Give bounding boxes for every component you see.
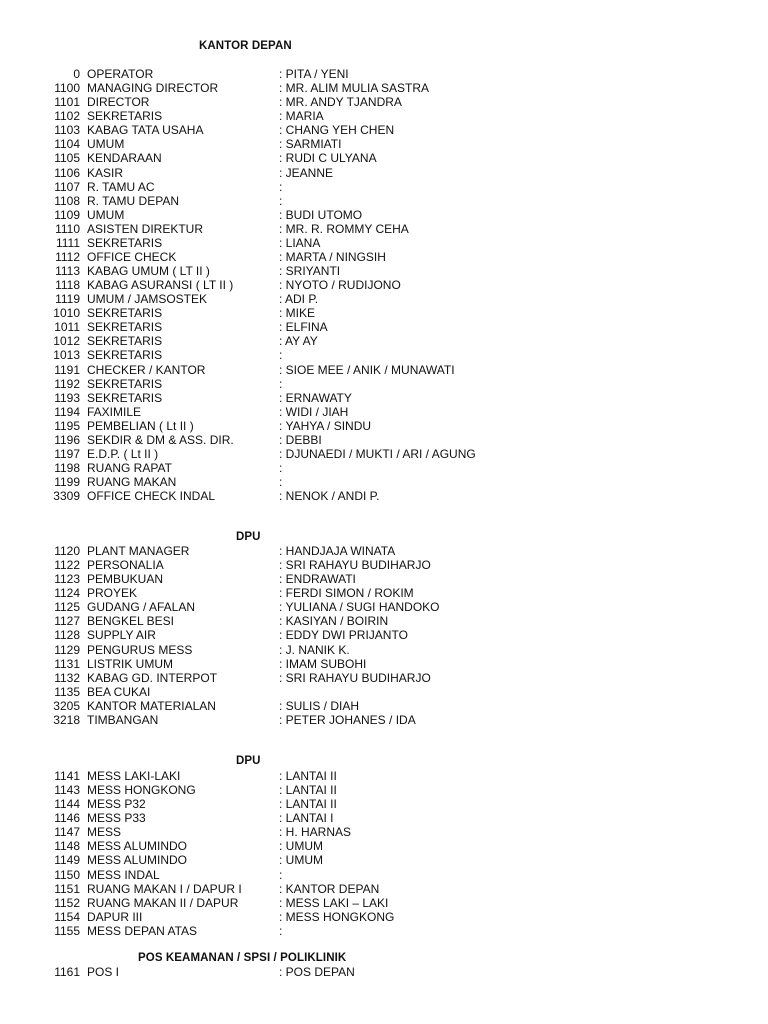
department-name: SEKRETARIS <box>87 376 163 391</box>
directory-row <box>0 657 768 671</box>
department-name: KENDARAAN <box>87 151 162 166</box>
directory-row <box>0 910 768 924</box>
extension-number: 1012 <box>53 334 80 349</box>
department-name: RUANG RAPAT <box>87 461 172 475</box>
directory-row <box>0 250 768 264</box>
department-name: MESS HONGKONG <box>87 783 196 798</box>
directory-row <box>0 151 768 165</box>
contact-persons: : J. NANIK K. <box>279 642 350 657</box>
directory-row <box>0 586 768 600</box>
contact-persons: : MIKE <box>279 306 316 321</box>
department-name: GUDANG / AFALAN <box>87 600 196 615</box>
extension-number: 1106 <box>54 165 80 180</box>
directory-row <box>0 671 768 685</box>
extension-number: 1151 <box>54 881 80 896</box>
extension-number: 1011 <box>54 320 80 335</box>
directory-row <box>0 391 768 405</box>
department-name: KABAG UMUM ( LT II ) <box>87 264 210 278</box>
contact-persons: : <box>279 923 283 938</box>
directory-row <box>0 783 768 797</box>
extension-number: 1118 <box>55 278 80 293</box>
directory-row <box>0 868 768 882</box>
department-name: OFFICE CHECK INDAL <box>87 489 216 504</box>
contact-persons: : LANTAI II <box>279 783 337 798</box>
extension-number: 1111 <box>55 235 80 250</box>
extension-number: 0 <box>73 67 80 81</box>
directory-row <box>0 853 768 867</box>
department-name: MESS DEPAN ATAS <box>87 923 198 938</box>
extension-number: 1141 <box>54 769 80 783</box>
extension-number: 1143 <box>54 783 80 798</box>
department-name: MESS LAKI-LAKI <box>87 769 181 783</box>
department-name: RUANG MAKAN I / DAPUR I <box>87 881 242 896</box>
contact-persons: : UMUM <box>279 853 323 868</box>
extension-number: 1155 <box>54 923 80 938</box>
extension-number: 1154 <box>54 909 80 924</box>
extension-number: 1125 <box>54 600 80 615</box>
directory-row <box>0 600 768 614</box>
contact-persons: : <box>279 348 283 363</box>
extension-number: 3205 <box>53 698 80 713</box>
contact-persons: : DJUNAEDI / MUKTI / ARI / AGUNG <box>279 446 476 461</box>
contact-persons: : NENOK / ANDI P. <box>279 489 380 504</box>
directory-row <box>0 489 768 503</box>
contact-persons: : MARTA / NINGSIH <box>279 249 386 264</box>
directory-row <box>0 896 768 910</box>
section-heading: POS KEAMANAN / SPSI / POLIKLINIK <box>138 952 347 964</box>
extension-number: 1122 <box>54 558 80 573</box>
directory-row <box>0 236 768 250</box>
extension-number: 1193 <box>54 390 80 405</box>
department-name: SEKRETARIS <box>87 235 163 250</box>
directory-row <box>0 643 768 657</box>
extension-number: 1010 <box>53 306 80 321</box>
contact-persons: : DEBBI <box>279 432 322 447</box>
contact-persons: : MR. ANDY TJANDRA <box>279 95 402 110</box>
contact-persons: : MR. R. ROMMY CEHA <box>279 221 409 236</box>
extension-number: 1112 <box>55 249 80 264</box>
department-name: E.D.P. ( Lt II ) <box>87 446 159 461</box>
department-name: PEMBELIAN ( Lt II ) <box>87 418 194 433</box>
department-name: SEKRETARIS <box>87 109 163 124</box>
extension-number: 1128 <box>54 628 80 643</box>
department-name: KABAG TATA USAHA <box>87 123 204 138</box>
extension-number: 1131 <box>54 656 80 671</box>
directory-row <box>0 447 768 461</box>
department-name: OPERATOR <box>87 67 154 81</box>
extension-number: 1104 <box>54 137 80 152</box>
contact-persons: : YULIANA / SUGI HANDOKO <box>279 600 440 615</box>
department-name: PLANT MANAGER <box>87 544 190 558</box>
department-name: SUPPLY AIR <box>87 628 156 643</box>
extension-number: 1192 <box>54 376 80 391</box>
department-name: UMUM <box>87 137 125 152</box>
directory-row <box>0 685 768 699</box>
contact-persons: : HANDJAJA WINATA <box>279 544 396 558</box>
directory-row <box>0 572 768 586</box>
directory-row <box>0 180 768 194</box>
department-name: DAPUR III <box>87 909 143 924</box>
extension-number: 1148 <box>54 839 80 854</box>
contact-persons: : ELFINA <box>279 320 328 335</box>
contact-persons: : <box>279 867 283 882</box>
directory-row <box>0 882 768 896</box>
extension-number: 1113 <box>55 264 80 278</box>
directory-row <box>0 222 768 236</box>
extension-number: 1194 <box>54 404 80 419</box>
contact-persons: : PETER JOHANES / IDA <box>279 712 416 727</box>
department-name: LISTRIK UMUM <box>87 656 174 671</box>
extension-number: 1149 <box>54 853 80 868</box>
directory-row <box>0 166 768 180</box>
extension-number: 1124 <box>54 586 80 601</box>
contact-persons: : <box>279 475 283 489</box>
extension-number: 1152 <box>54 895 80 910</box>
extension-number: 1107 <box>54 179 80 194</box>
directory-row <box>0 306 768 320</box>
section-heading: DPU <box>236 755 261 767</box>
directory-row <box>0 614 768 628</box>
contact-persons: : UMUM <box>279 839 323 854</box>
contact-persons: : <box>279 193 283 208</box>
extension-number: 1150 <box>54 867 80 882</box>
contact-persons: : CHANG YEH CHEN <box>279 123 395 138</box>
extension-number: 1110 <box>55 221 80 236</box>
extension-number: 1199 <box>54 475 80 489</box>
department-name: RUANG MAKAN <box>87 475 177 489</box>
contact-persons: : SRI RAHAYU BUDIHARJO <box>279 670 431 685</box>
department-name: PENGURUS MESS <box>87 642 193 657</box>
extension-number: 1198 <box>54 461 80 475</box>
department-name: SEKDIR & DM & ASS. DIR. <box>87 432 234 447</box>
extension-number: 1161 <box>54 965 80 979</box>
directory-row <box>0 558 768 572</box>
directory-row <box>0 208 768 222</box>
department-name: MESS ALUMINDO <box>87 853 188 868</box>
extension-number: 1101 <box>54 95 80 110</box>
department-name: KASIR <box>87 165 124 180</box>
contact-persons: : NYOTO / RUDIJONO <box>279 278 401 293</box>
extension-number: 1103 <box>54 123 80 138</box>
department-name: MESS P33 <box>87 811 146 826</box>
contact-persons: : MESS LAKI – LAKI <box>279 895 389 910</box>
contact-persons: : KANTOR DEPAN <box>279 881 380 896</box>
directory-row <box>0 264 768 278</box>
directory-row <box>0 278 768 292</box>
department-name: SEKRETARIS <box>87 390 163 405</box>
extension-number: 3309 <box>53 489 80 504</box>
department-name: PERSONALIA <box>87 558 164 573</box>
department-name: SEKRETARIS <box>87 320 163 335</box>
department-name: R. TAMU DEPAN <box>87 193 180 208</box>
contact-persons: : IMAM SUBOHI <box>279 656 367 671</box>
extension-number: 1191 <box>54 362 80 377</box>
extension-number: 1195 <box>54 418 80 433</box>
directory-row <box>0 194 768 208</box>
extension-number: 1105 <box>54 151 80 166</box>
contact-persons: : LANTAI II <box>279 797 337 812</box>
department-name: R. TAMU AC <box>87 179 155 194</box>
section-heading: DPU <box>236 531 261 543</box>
extension-number: 1119 <box>55 292 80 307</box>
contact-persons: : MR. ALIM MULIA SASTRA <box>279 81 430 96</box>
department-name: SEKRETARIS <box>87 334 163 349</box>
extension-number: 1196 <box>54 432 80 447</box>
directory-row <box>0 292 768 306</box>
extension-number: 1147 <box>54 825 80 840</box>
extension-number: 1013 <box>53 348 80 363</box>
contact-persons: : MESS HONGKONG <box>279 909 395 924</box>
department-name: UMUM / JAMSOSTEK <box>87 292 208 307</box>
extension-number: 1120 <box>54 544 80 558</box>
contact-persons: : JEANNE <box>279 165 334 180</box>
contact-persons: : LANTAI II <box>279 769 337 783</box>
contact-persons: : ERNAWATY <box>279 390 352 405</box>
directory-row <box>0 363 768 377</box>
extension-number: 1108 <box>54 193 80 208</box>
contact-persons: : <box>279 461 283 475</box>
contact-persons: : KASIYAN / BOIRIN <box>279 614 389 629</box>
contact-persons: : FERDI SIMON / ROKIM <box>279 586 414 601</box>
department-name: PEMBUKUAN <box>87 572 164 587</box>
directory-row <box>0 320 768 334</box>
directory-row <box>0 924 768 938</box>
department-name: MESS P32 <box>87 797 146 812</box>
directory-row <box>0 123 768 137</box>
extension-number: 1102 <box>54 109 80 124</box>
department-name: CHECKER / KANTOR <box>87 362 206 377</box>
extension-number: 1109 <box>54 207 80 222</box>
contact-persons: : SIOE MEE / ANIK / MUNAWATI <box>279 362 455 377</box>
directory-row <box>0 461 768 475</box>
extension-number: 1135 <box>54 684 80 699</box>
contact-persons: : SARMIATI <box>279 137 342 152</box>
department-name: MESS INDAL <box>87 867 160 882</box>
extension-number: 3218 <box>53 712 80 727</box>
extension-number: 1146 <box>54 811 80 826</box>
directory-row <box>0 797 768 811</box>
department-name: POS I <box>87 965 120 979</box>
contact-persons: : ENDRAWATI <box>279 572 356 587</box>
department-name: OFFICE CHECK <box>87 249 177 264</box>
directory-row <box>0 433 768 447</box>
contact-persons: : SRI RAHAYU BUDIHARJO <box>279 558 431 573</box>
department-name: PROYEK <box>87 586 138 601</box>
contact-persons: : LANTAI I <box>279 811 334 826</box>
extension-number: 1123 <box>54 572 80 587</box>
directory-row <box>0 544 768 558</box>
directory-row <box>0 334 768 348</box>
contact-persons: : BUDI UTOMO <box>279 207 363 222</box>
department-name: KABAG ASURANSI ( LT II ) <box>87 278 234 293</box>
directory-row <box>0 419 768 433</box>
directory-row <box>0 348 768 362</box>
directory-row <box>0 769 768 783</box>
contact-persons: : PITA / YENI <box>279 67 349 81</box>
contact-persons: : EDDY DWI PRIJANTO <box>279 628 408 643</box>
department-name: MANAGING DIRECTOR <box>87 81 219 96</box>
directory-row <box>0 811 768 825</box>
extension-number: 1129 <box>54 642 80 657</box>
contact-persons: : AY AY <box>279 334 318 349</box>
directory-row <box>0 825 768 839</box>
directory-row <box>0 405 768 419</box>
extension-number: 1100 <box>54 81 80 96</box>
department-name: MESS ALUMINDO <box>87 839 188 854</box>
department-name: KANTOR MATERIALAN <box>87 698 216 713</box>
contact-persons: : WIDI / JIAH <box>279 404 349 419</box>
extension-number: 1197 <box>54 446 80 461</box>
contact-persons: : YAHYA / SINDU <box>279 418 372 433</box>
directory-row <box>0 81 768 95</box>
department-name: TIMBANGAN <box>87 712 159 727</box>
department-name: SEKRETARIS <box>87 348 163 363</box>
directory-row <box>0 377 768 391</box>
contact-persons: : MARIA <box>279 109 324 124</box>
extension-number: 1144 <box>54 797 80 812</box>
directory-row <box>0 67 768 81</box>
department-name: BENGKEL BESI <box>87 614 174 629</box>
contact-persons: : RUDI C ULYANA <box>279 151 377 166</box>
contact-persons: : H. HARNAS <box>279 825 352 840</box>
directory-row <box>0 965 768 979</box>
contact-persons: : <box>279 376 283 391</box>
contact-persons: : POS DEPAN <box>279 965 355 979</box>
directory-row <box>0 109 768 123</box>
department-name: FAXIMILE <box>87 404 142 419</box>
department-name: MESS <box>87 825 122 840</box>
directory-row <box>0 95 768 109</box>
directory-row <box>0 137 768 151</box>
department-name: KABAG GD. INTERPOT <box>87 670 218 685</box>
contact-persons: : ADI P. <box>279 292 319 307</box>
contact-persons: : SULIS / DIAH <box>279 698 360 713</box>
contact-persons: : <box>279 179 283 194</box>
department-name: UMUM <box>87 207 125 222</box>
contact-persons: : LIANA <box>279 235 321 250</box>
department-name: SEKRETARIS <box>87 306 163 321</box>
extension-number: 1127 <box>54 614 80 629</box>
directory-row <box>0 713 768 727</box>
extension-number: 1132 <box>54 670 80 685</box>
directory-row <box>0 699 768 713</box>
directory-row <box>0 839 768 853</box>
department-name: RUANG MAKAN II / DAPUR <box>87 895 239 910</box>
directory-row <box>0 475 768 489</box>
contact-persons: : SRIYANTI <box>279 264 341 278</box>
department-name: ASISTEN DIREKTUR <box>87 221 204 236</box>
directory-row <box>0 628 768 642</box>
department-name: DIRECTOR <box>87 95 150 110</box>
section-heading: KANTOR DEPAN <box>199 40 292 52</box>
department-name: BEA CUKAI <box>87 684 151 699</box>
